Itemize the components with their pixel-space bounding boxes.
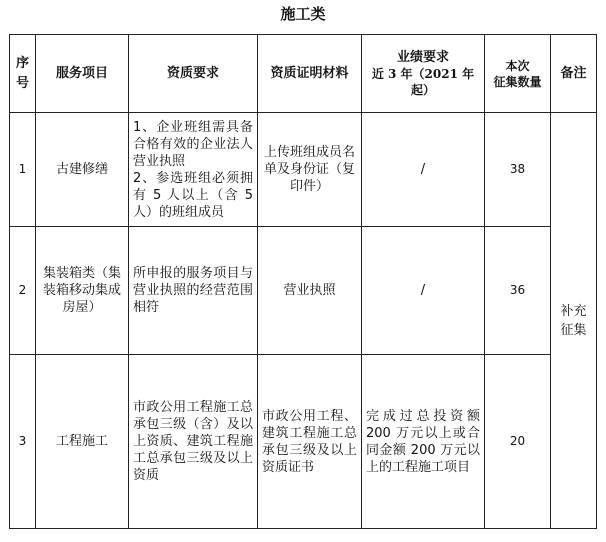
header-performance-line2: 近 3 年（2021 年起） (371, 66, 475, 97)
row-qualification: 1、企业班组需具备合格有效的企业法人营业执照 2、参选班组必须拥有 5 人以上（含 5 人）的班组成员 (129, 113, 258, 227)
row-service: 集装箱类（集装箱移动集成房屋） (36, 227, 129, 355)
header-performance-line1: 业绩要求 (396, 49, 449, 65)
row-qualification: 所申报的服务项目与营业执照的经营范围相符 (129, 227, 258, 355)
header-service: 服务项目 (36, 35, 129, 113)
row-performance: 完成过总投资额 200 万元以上或合同金额 200 万元以上的工程施工项目 (362, 355, 485, 529)
table-row (10, 355, 597, 529)
row-seq: 1 (10, 113, 36, 227)
row-proof: 营业执照 (258, 227, 362, 355)
header-performance (362, 35, 485, 113)
row-quantity: 36 (485, 227, 551, 355)
page-title: 施工类 (280, 5, 326, 23)
row-performance: / (362, 227, 485, 355)
table-row (10, 113, 597, 227)
header-quantity (485, 35, 551, 113)
header-remarks: 备注 (551, 35, 597, 113)
row-service: 古建修缮 (36, 113, 129, 227)
row-seq: 2 (10, 227, 36, 355)
row-performance: / (362, 113, 485, 227)
construction-table (9, 34, 597, 529)
row-quantity: 20 (485, 355, 551, 529)
header-row (10, 35, 597, 113)
row-remarks: 补充征集 (551, 113, 597, 529)
header-quantity-line2: 征集数量 (493, 74, 542, 89)
table-row (10, 227, 597, 355)
row-proof: 市政公用工程、建筑工程施工总承包三级及以上资质证书 (258, 355, 362, 529)
header-seq: 序号 (10, 35, 36, 113)
header-proof: 资质证明材料 (258, 35, 362, 113)
row-proof: 上传班组成员名单及身份证（复印件） (258, 113, 362, 227)
row-quantity: 38 (485, 113, 551, 227)
row-qualification: 市政公用工程施工总承包三级（含）及以上资质、建筑工程施工总承包三级及以上资质 (129, 355, 258, 529)
row-seq: 3 (10, 355, 36, 529)
header-quantity-line1: 本次 (505, 58, 530, 73)
row-service: 工程施工 (36, 355, 129, 529)
header-qualification: 资质要求 (129, 35, 258, 113)
